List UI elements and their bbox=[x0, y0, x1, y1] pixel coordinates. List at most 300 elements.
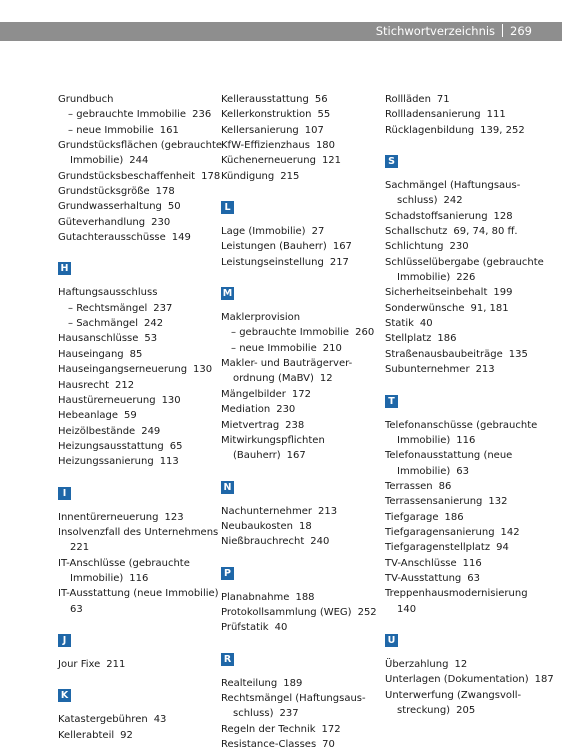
entry-page-ref: 210 bbox=[322, 342, 342, 354]
index-entry bbox=[58, 378, 208, 393]
section-letter-badge: M bbox=[222, 288, 233, 300]
entry-page-ref: 215 bbox=[280, 170, 300, 182]
index-entry bbox=[58, 331, 208, 346]
entry-page-ref: 187 bbox=[534, 674, 554, 686]
header-title: Stichwortverzeichnis bbox=[375, 24, 496, 38]
section-letter-badge: T bbox=[385, 395, 398, 408]
index-entry bbox=[221, 169, 373, 184]
entry-term: Mietvertrag bbox=[221, 419, 280, 431]
entry-term: Resistance-Classes bbox=[221, 738, 317, 750]
entry-term: Sachmängel (Haftungsaus- bbox=[385, 180, 521, 192]
index-entry bbox=[58, 347, 208, 362]
entry-page-ref: 50 bbox=[167, 201, 181, 213]
index-entry bbox=[385, 209, 540, 224]
index-entry bbox=[221, 92, 373, 107]
header-text bbox=[376, 22, 532, 41]
entry-page-ref: 180 bbox=[315, 140, 336, 152]
index-entry bbox=[385, 672, 554, 687]
entry-page-ref: 40 bbox=[274, 622, 288, 634]
entry-page-ref: 116 bbox=[129, 572, 149, 584]
entry-term: Katastergebühren bbox=[58, 714, 148, 726]
entry-page-ref: 140 bbox=[397, 603, 417, 615]
entry-term: gebrauchte Immobilie bbox=[76, 109, 187, 121]
index-entry bbox=[58, 454, 208, 469]
index-section-u bbox=[385, 628, 554, 718]
entry-page-ref: 213 bbox=[475, 364, 495, 376]
entry-page-ref: 27 bbox=[311, 226, 325, 238]
entry-page-ref: 199 bbox=[493, 287, 513, 299]
entry-term: Maklerprovision bbox=[221, 312, 301, 324]
entry-page-ref: 121 bbox=[321, 155, 342, 167]
header-separator bbox=[502, 24, 503, 37]
index-entry-continuation bbox=[385, 464, 540, 479]
index-entry-continuation bbox=[221, 706, 373, 721]
entry-term: Immobilie) bbox=[70, 155, 124, 167]
entry-term: neue Immobilie bbox=[76, 124, 154, 136]
index-entry bbox=[221, 138, 373, 153]
entry-term: Hausrecht bbox=[58, 379, 109, 391]
entry-page-ref: 116 bbox=[462, 557, 482, 569]
entry-term: Haustürerneuerung bbox=[58, 394, 156, 406]
entry-page-ref: 142 bbox=[500, 526, 520, 538]
entry-page-ref: 55 bbox=[317, 109, 331, 121]
entry-term: Regeln der Technik bbox=[221, 723, 316, 735]
index-entry bbox=[385, 331, 540, 346]
index-entry-continuation bbox=[385, 602, 540, 617]
section-letter-badge: P bbox=[221, 567, 234, 580]
index-entry bbox=[385, 123, 540, 138]
entry-term: Tiefgaragensanierung bbox=[385, 526, 495, 538]
entry-term: IT-Ausstattung (neue Immobilie) bbox=[58, 588, 219, 600]
entry-page-ref: 249 bbox=[141, 425, 161, 437]
section-letter-badge: N bbox=[221, 481, 234, 494]
entry-page-ref: 130 bbox=[161, 394, 181, 406]
index-entry bbox=[385, 255, 544, 270]
entry-term: Treppenhausmodernisierung bbox=[385, 588, 528, 600]
page-number: 269 bbox=[510, 24, 532, 38]
entry-term: Heizungsausstattung bbox=[58, 440, 164, 452]
entry-term: Überzahlung bbox=[385, 658, 449, 670]
entry-page-ref: 85 bbox=[129, 348, 143, 360]
entry-term: Subunternehmer bbox=[385, 364, 470, 376]
entry-page-ref: 128 bbox=[493, 210, 513, 222]
entry-term: Immobilie) bbox=[70, 572, 124, 584]
entry-term: Kellerkonstruktion bbox=[221, 109, 312, 121]
entry-term: Sicherheitseinbehalt bbox=[385, 287, 488, 299]
entry-term: schluss) bbox=[233, 708, 274, 720]
entry-term: Mitwirkungspflichten bbox=[221, 434, 325, 446]
index-column-1 bbox=[58, 92, 223, 743]
entry-page-ref: 186 bbox=[437, 333, 457, 345]
entry-page-ref: 139, 252 bbox=[480, 124, 525, 136]
index-section-m bbox=[221, 281, 373, 463]
entry-term: Rollladensanierung bbox=[385, 109, 481, 121]
index-entry bbox=[385, 224, 540, 239]
entry-term: Schlüsselübergabe (gebrauchte bbox=[385, 256, 544, 268]
entry-term: Prüfstatik bbox=[221, 622, 269, 634]
entry-page-ref: 205 bbox=[456, 705, 476, 716]
index-entry bbox=[58, 439, 208, 454]
index-section-l bbox=[221, 195, 373, 270]
entry-term: Heizölbestände bbox=[58, 425, 136, 437]
entry-term: Kellerabteil bbox=[58, 729, 115, 741]
index-entry bbox=[221, 534, 373, 549]
entry-term: Grundstücksbeschaffenheit bbox=[58, 170, 196, 182]
entry-page-ref: 53 bbox=[144, 333, 158, 345]
index-entry bbox=[221, 433, 373, 448]
entry-term: Lage (Immobilie) bbox=[221, 226, 306, 238]
entry-page-ref: 107 bbox=[304, 124, 324, 136]
index-entry bbox=[221, 620, 373, 635]
index-entry bbox=[221, 224, 373, 239]
index-section-i bbox=[58, 481, 219, 617]
entry-page-ref: 91, 181 bbox=[470, 302, 509, 314]
running-header bbox=[0, 22, 562, 41]
entry-term: Tiefgaragenstellplatz bbox=[385, 542, 491, 554]
index-entry bbox=[58, 408, 208, 423]
entry-term: TV-Ausstattung bbox=[385, 572, 462, 584]
entry-term: Rücklagenbildung bbox=[385, 124, 475, 136]
index-entry-continuation bbox=[58, 571, 208, 586]
entry-term: Mängelbilder bbox=[221, 388, 286, 400]
entry-term: IT-Anschlüsse (gebrauchte bbox=[58, 557, 190, 569]
entry-term: Makler- und Bauträgerver- bbox=[221, 358, 353, 370]
index-entry bbox=[58, 586, 219, 601]
entry-term: ordnung (MaBV) bbox=[233, 373, 314, 385]
index-entry bbox=[385, 362, 540, 377]
entry-term: Statik bbox=[385, 318, 414, 330]
entry-page-ref: 188 bbox=[295, 591, 315, 603]
entry-page-ref: 92 bbox=[120, 729, 133, 741]
entry-page-ref: 161 bbox=[159, 124, 179, 136]
entry-term: Telefonausstattung (neue bbox=[385, 450, 513, 462]
section-letter-badge: H bbox=[58, 262, 71, 275]
entry-term: Güteverhandlung bbox=[58, 216, 146, 228]
index-entry bbox=[385, 540, 540, 555]
entry-term: Kündigung bbox=[221, 170, 275, 182]
index-section-h bbox=[58, 256, 213, 469]
entry-term: Protokollsammlung (WEG) bbox=[221, 606, 352, 618]
entry-page-ref: 149 bbox=[171, 232, 191, 244]
index-entry bbox=[385, 418, 540, 433]
index-entry bbox=[58, 169, 221, 184]
index-column-2 bbox=[221, 92, 377, 752]
entry-term: Innentürerneuerung bbox=[58, 511, 159, 523]
entry-term: Telefonanschüsse (gebrauchte bbox=[385, 419, 538, 431]
entry-term: Stellplatz bbox=[385, 333, 432, 345]
entry-page-ref: 242 bbox=[443, 195, 463, 207]
index-entry bbox=[58, 728, 208, 743]
entry-page-ref: 186 bbox=[444, 511, 464, 523]
index-entry bbox=[58, 424, 208, 439]
entry-term: Immobilie) bbox=[397, 434, 451, 446]
index-section-r bbox=[221, 647, 373, 752]
index-entry bbox=[58, 712, 208, 727]
index-entry bbox=[385, 347, 540, 362]
entry-page-ref: 12 bbox=[454, 658, 468, 670]
index-subentry bbox=[221, 325, 373, 340]
index-entry bbox=[221, 255, 373, 270]
index-entry bbox=[221, 239, 373, 254]
entry-term: Nießbrauchrecht bbox=[221, 536, 305, 548]
entry-term: Immobilie) bbox=[397, 272, 451, 284]
entry-page-ref: 252 bbox=[357, 606, 377, 618]
entry-term: Rollläden bbox=[385, 94, 431, 105]
index-entry bbox=[385, 107, 540, 122]
index-entry bbox=[58, 199, 208, 214]
entry-term: Leistungseinstellung bbox=[221, 256, 324, 268]
index-entry bbox=[221, 418, 373, 433]
index-entry bbox=[58, 556, 208, 571]
entry-page-ref: 43 bbox=[153, 714, 167, 726]
index-section-s bbox=[385, 149, 544, 377]
entry-term: Grundbuch bbox=[58, 94, 114, 105]
index-entry bbox=[221, 387, 373, 402]
index-entry bbox=[385, 510, 540, 525]
entry-term: Kellerausstattung bbox=[221, 94, 309, 105]
index-entry bbox=[385, 285, 540, 300]
entry-term: Heizungssanierung bbox=[58, 456, 154, 468]
index-entry bbox=[221, 153, 373, 168]
index-column-3 bbox=[385, 92, 554, 718]
entry-page-ref: 221 bbox=[70, 542, 90, 554]
entry-term: Grundwasserhaltung bbox=[58, 201, 162, 213]
entry-page-ref: 132 bbox=[488, 496, 508, 508]
index-entry bbox=[221, 504, 373, 519]
index-entry bbox=[385, 525, 540, 540]
entry-term: Sonderwünsche bbox=[385, 302, 465, 314]
entry-term: KfW-Effizienzhaus bbox=[221, 140, 310, 152]
section-letter-badge: K bbox=[58, 689, 71, 702]
entry-page-ref: 217 bbox=[329, 256, 349, 268]
entry-term: Immobilie) bbox=[397, 465, 451, 477]
entry-term: Unterlagen (Dokumentation) bbox=[385, 674, 529, 686]
entry-term: Leistungen (Bauherr) bbox=[221, 241, 327, 253]
index-section-j bbox=[58, 628, 208, 672]
index-entry bbox=[221, 676, 373, 691]
index-entry-continuation bbox=[58, 602, 208, 617]
entry-page-ref: 230 bbox=[276, 404, 296, 416]
entry-term: TV-Anschlüsse bbox=[385, 557, 457, 569]
entry-term: Schlichtung bbox=[385, 241, 444, 253]
entry-page-ref: 94 bbox=[496, 542, 509, 554]
entry-page-ref: 244 bbox=[129, 155, 149, 167]
index-entry bbox=[221, 605, 377, 620]
entry-term: schluss) bbox=[397, 195, 438, 207]
entry-page-ref: 230 bbox=[151, 216, 171, 228]
entry-term: Grundstücksflächen (gebrauchte bbox=[58, 140, 223, 152]
entry-page-ref: 236 bbox=[192, 109, 212, 121]
entry-term: Rechtsmängel bbox=[76, 302, 148, 314]
entry-term: Hauseingangserneuerung bbox=[58, 364, 188, 376]
index-entry bbox=[385, 556, 540, 571]
entry-page-ref: 111 bbox=[486, 109, 506, 121]
entry-term: Hauseingang bbox=[58, 348, 124, 360]
index-entry bbox=[221, 310, 373, 325]
index-section-p bbox=[221, 561, 377, 636]
entry-page-ref: 71 bbox=[436, 94, 450, 105]
index-entry bbox=[58, 510, 208, 525]
entry-page-ref: 178 bbox=[201, 170, 221, 182]
entry-page-ref: 69, 74, 80 ff. bbox=[453, 226, 518, 238]
index-entry bbox=[58, 184, 208, 199]
index-entry bbox=[385, 571, 540, 586]
entry-page-ref: 63 bbox=[467, 572, 480, 584]
index-entry bbox=[385, 688, 540, 703]
index-entry bbox=[221, 691, 373, 706]
entry-term: Tiefgarage bbox=[385, 511, 439, 523]
index-entry bbox=[221, 590, 373, 605]
entry-term: neue Immobilie bbox=[239, 342, 317, 354]
index-entry-continuation bbox=[221, 371, 373, 386]
section-letter-badge: U bbox=[385, 634, 398, 647]
entry-page-ref: 212 bbox=[115, 379, 135, 391]
index-entry bbox=[58, 285, 208, 300]
index-entry bbox=[221, 356, 373, 371]
index-entry bbox=[58, 393, 208, 408]
index-entry bbox=[58, 362, 213, 377]
index-entry bbox=[385, 494, 540, 509]
entry-term: streckung) bbox=[397, 705, 451, 716]
entry-page-ref: 213 bbox=[317, 505, 338, 517]
index-entry bbox=[385, 657, 540, 672]
entry-page-ref: 237 bbox=[153, 302, 173, 314]
index-section-k bbox=[58, 683, 208, 743]
entry-term: Jour Fixe bbox=[58, 658, 101, 670]
index-entry bbox=[385, 448, 540, 463]
entry-term: Terrassen bbox=[385, 480, 433, 492]
entry-page-ref: 238 bbox=[285, 419, 305, 431]
index-entry bbox=[221, 402, 373, 417]
index-subentry bbox=[58, 123, 208, 138]
entry-page-ref: 211 bbox=[106, 658, 126, 670]
entry-page-ref: 116 bbox=[456, 434, 476, 446]
entry-page-ref: 65 bbox=[169, 440, 183, 452]
index-subentry bbox=[58, 107, 212, 122]
section-letter-badge: I bbox=[58, 487, 71, 500]
index-entry bbox=[385, 316, 540, 331]
index-entry-continuation bbox=[385, 433, 540, 448]
entry-term: Insolvenzfall des Unternehmens bbox=[58, 526, 219, 538]
entry-page-ref: 63 bbox=[70, 603, 83, 615]
entry-page-ref: 86 bbox=[438, 480, 452, 492]
entry-page-ref: 70 bbox=[322, 738, 335, 750]
index-entry bbox=[221, 722, 373, 737]
entry-page-ref: 59 bbox=[124, 410, 137, 422]
index-section-n bbox=[221, 475, 373, 550]
entry-term: gebrauchte Immobilie bbox=[239, 327, 350, 339]
index-entry bbox=[58, 92, 208, 107]
entry-page-ref: 172 bbox=[291, 388, 311, 400]
entry-page-ref: 237 bbox=[279, 708, 299, 720]
index-entry bbox=[58, 138, 223, 153]
entry-term: Mediation bbox=[221, 404, 271, 416]
entry-page-ref: 260 bbox=[355, 327, 375, 339]
entry-page-ref: 130 bbox=[193, 364, 213, 376]
index-entry bbox=[385, 479, 540, 494]
entry-term: (Bauherr) bbox=[233, 450, 281, 462]
section-letter-badge: L bbox=[221, 201, 234, 214]
index-entry bbox=[385, 301, 540, 316]
index-entry bbox=[221, 123, 373, 138]
entry-page-ref: 113 bbox=[159, 456, 179, 468]
entry-term: Straßenausbaubeiträge bbox=[385, 348, 503, 360]
entry-page-ref: 242 bbox=[143, 318, 164, 330]
section-letter-badge: J bbox=[58, 634, 71, 647]
entry-page-ref: 167 bbox=[286, 450, 306, 462]
index-section-continued bbox=[385, 92, 540, 138]
entry-term: Schallschutz bbox=[385, 226, 448, 238]
index-entry-continuation bbox=[221, 448, 373, 463]
entry-page-ref: 18 bbox=[298, 520, 312, 532]
index-section-continued bbox=[221, 92, 373, 184]
index-section-continued bbox=[58, 92, 223, 245]
entry-term: Planabnahme bbox=[221, 591, 290, 603]
entry-term: Realteilung bbox=[221, 677, 278, 689]
entry-term: Hebeanlage bbox=[58, 410, 119, 422]
index-entry-continuation bbox=[58, 153, 208, 168]
entry-term: Rechtsmängel (Haftungsaus- bbox=[221, 692, 366, 704]
entry-term: Unterwerfung (Zwangsvoll- bbox=[385, 689, 522, 701]
entry-term: Schadstoffsanierung bbox=[385, 210, 488, 222]
entry-term: Terrassensanierung bbox=[385, 496, 483, 508]
entry-page-ref: 135 bbox=[508, 348, 528, 360]
entry-term: Hausanschlüsse bbox=[58, 333, 139, 345]
index-subentry bbox=[58, 316, 208, 331]
index-entry bbox=[58, 215, 208, 230]
index-subentry bbox=[221, 341, 373, 356]
entry-term: Küchenerneuerung bbox=[221, 155, 316, 167]
index-entry bbox=[385, 178, 540, 193]
index-entry bbox=[221, 519, 373, 534]
index-entry bbox=[385, 92, 540, 107]
entry-term: Haftungsausschluss bbox=[58, 287, 158, 299]
entry-term: Nachunternehmer bbox=[221, 505, 312, 517]
entry-page-ref: 12 bbox=[319, 373, 333, 385]
index-entry-continuation bbox=[385, 270, 540, 285]
entry-page-ref: 172 bbox=[321, 723, 341, 735]
entry-page-ref: 189 bbox=[283, 677, 303, 689]
index-entry bbox=[221, 107, 373, 122]
entry-page-ref: 167 bbox=[332, 241, 352, 253]
entry-page-ref: 40 bbox=[419, 318, 433, 330]
section-letter-badge: R bbox=[221, 653, 234, 666]
index-section-t bbox=[385, 389, 540, 617]
index-entry bbox=[58, 525, 219, 540]
entry-term: Grundstücksgröße bbox=[58, 186, 150, 198]
entry-page-ref: 226 bbox=[456, 272, 476, 284]
index-entry bbox=[385, 239, 540, 254]
entry-page-ref: 63 bbox=[456, 465, 470, 477]
index-entry bbox=[385, 586, 540, 601]
entry-term: Gutachterausschüsse bbox=[58, 232, 166, 244]
entry-page-ref: 240 bbox=[310, 536, 330, 548]
entry-term: Sachmängel bbox=[76, 318, 138, 330]
index-entry bbox=[58, 657, 208, 672]
index-entry-continuation bbox=[385, 193, 540, 208]
entry-page-ref: 56 bbox=[314, 94, 328, 105]
entry-term: Kellersanierung bbox=[221, 124, 299, 136]
index-entry bbox=[58, 230, 208, 245]
entry-page-ref: 123 bbox=[164, 511, 184, 523]
entry-page-ref: 178 bbox=[155, 186, 175, 198]
entry-term: Neubaukosten bbox=[221, 520, 293, 532]
entry-page-ref: 230 bbox=[449, 241, 469, 253]
index-subentry bbox=[58, 301, 208, 316]
index-entry-continuation bbox=[58, 540, 208, 555]
section-letter-badge: S bbox=[385, 155, 398, 168]
index-entry-continuation bbox=[385, 703, 540, 718]
